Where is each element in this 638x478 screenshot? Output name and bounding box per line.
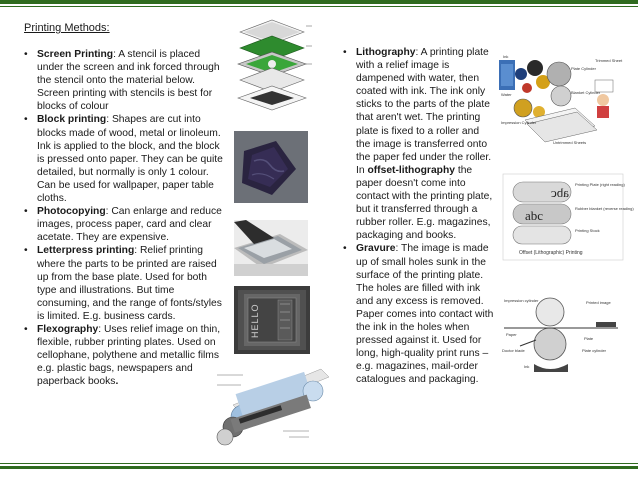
gravure-label-printed: Printed image [586,300,611,305]
bottom-border [0,466,638,469]
method-text: : Can enlarge and reduce images, process paper, card and clear acetate. They are expensive. [37,206,222,244]
gravure-diagram [500,292,624,374]
right-column [343,46,495,386]
top-border-line [0,6,638,7]
gravure-label-blade: Doctor blade [502,348,525,353]
offset-caption: Offset (Lithographic) Printing [519,250,583,256]
method-tail: . [115,376,119,388]
method-text: : A stencil is placed under the screen and ink forced through the stencil onto the material below. Screen printing with stencils is best for blocks of colour [37,49,220,113]
screen-printing-diagram [232,16,312,111]
method-flexography [24,323,224,388]
method-photocopying [24,205,224,244]
top-border [0,0,638,4]
litho-label-trimmed: Trimmed Sheet [595,58,623,63]
gravure-label-impression: Impression cylinder [504,298,539,303]
gravure-label-plate: Plate [584,336,594,341]
offset-abc-reversed: abc [550,185,569,200]
gravure-label-ink: Ink [524,364,530,369]
method-term: Photocopying [37,206,106,218]
method-text: : Relief printing where the parts to be printed are raised up from the base plate. Used for both type and illustrations. But time consuming, and the range of fonts/styles is limited. E.g. business cards. [37,245,222,322]
method-block-printing [24,113,224,205]
photocopier-photo [234,220,308,276]
block-printing-photo [234,131,308,203]
left-column [24,48,224,388]
offset-label-blanket: Rubber blanket (reverse reading) [575,206,634,211]
litho-label-impression: Impression Cylinder [501,120,537,125]
letterpress-word: HELLO [250,303,260,338]
method-text: : Shapes are cut into blocks made of wood, metal or linoleum. Ink is applied to the block, and the block is pressed onto paper. They can be quite detailed, but normally is only 1 colour. Can be used for wallpaper, paper table cloths. [37,114,223,205]
litho-label-water: Water [501,92,512,97]
litho-label-plate: Plate Cylinder [571,66,596,71]
method-term: Flexography [37,323,99,335]
method-term: Screen Printing [37,49,114,60]
lithography-diagram [499,54,625,146]
gravure-label-paper: Paper [506,332,517,337]
method-text: : A printing plate with a relief image is dampened with water, then coated with ink. The ink only sticks to the parts of the plate that aren't wet. The printing plate is fixed to a roller and the image is transferred onto the paper fed under the roller. In [356,47,492,176]
page-heading: Printing Methods: [24,22,110,34]
litho-label-untrimmed: Untrimmed Sheets [553,140,587,145]
method-gravure [343,242,495,386]
method-term-offset: offset-lithography [367,164,455,176]
offset-label-plate: Printing Plate (right reading) [575,182,625,187]
gravure-label-plate-cylinder: Plate cylinder [582,348,607,353]
offset-lithography-diagram [503,174,634,260]
method-term: Letterpress printing [37,245,135,257]
letterpress-type [250,303,260,338]
method-letterpress [24,244,224,323]
method-text: : Uses relief image on thin, flexible, rubber printing plates. Used on cellophane, polythene and metallic films e.g. plastic bags, newspapers and paperback books [37,323,221,388]
offset-abc: abc [525,208,544,223]
method-text: the paper doesn't come into contact with the printing plate, but it transferred through a rubber roller. E.g. magazines, packaging and books. [356,164,493,242]
method-term: Block printing [37,114,107,126]
flexography-diagram [213,365,331,445]
method-term: Gravure [356,243,396,255]
method-lithography [343,46,495,242]
litho-label-blanket: Blanket Cylinder [571,90,601,95]
bottom-border-line [0,463,638,464]
offset-label-stock: Printing Stock [575,228,600,233]
litho-label-ink: Ink [503,54,509,59]
method-screen-printing [24,48,224,113]
letterpress-photo [234,286,310,354]
method-term: Lithography [356,47,416,58]
method-text: : The image is made up of small holes sunk in the surface of the printing plate. The holes are filled with ink and any excess is removed. Paper comes into contact with the ink in the holes when pressed against it. Used for long, high-quality print runs – e.g. magazines, mail-order catalogues and packaging. [356,243,494,386]
